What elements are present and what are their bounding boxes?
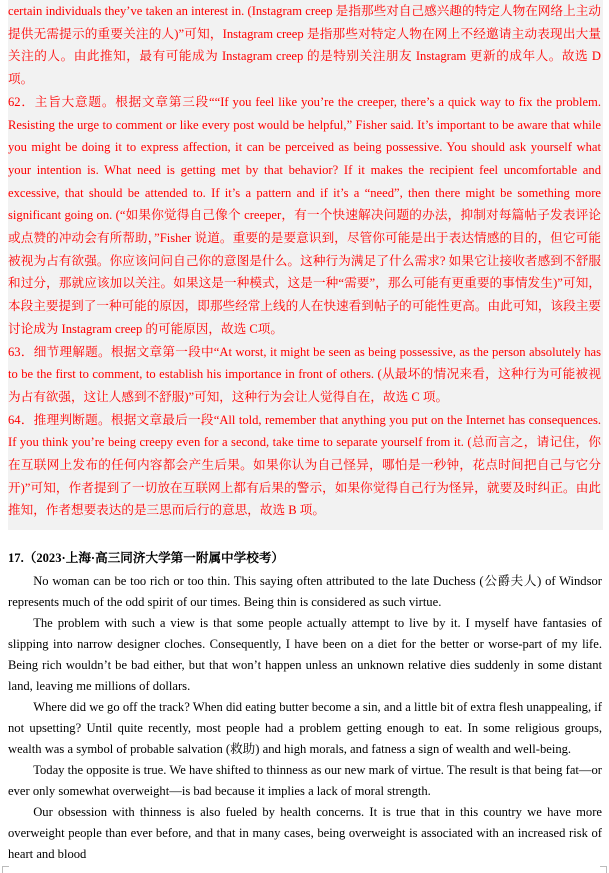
answer-64: 64．推理判断题。根据文章最后一段“All told, remember that anything you put on the Internet has consequences. If you think you’re being creepy even for a second, take time to separate yourself from it. (总而言之，请记住，你在互联网上发布的任何内容都会产生后果。如果你认为自己怪异，哪怕是一秒钟，花点时间把自己与它分开)”可知，作者提到了一切放在互联网上都有后果的警示，如果你觉得自己行为怪异，就要及时纠正。由此推知，作者想要表达的是三思而后行的意思，故选 B 项。 xyxy=(8,412,601,518)
passage-paragraph: No woman can be too rich or too thin. This saying often attributed to the late Duchess (公爵夫人) of Windsor represents much of the odd spirit of our times. Being thin is considered as such virtue. xyxy=(8,574,602,610)
page-corner-mark-left xyxy=(2,866,9,873)
passage-paragraph: Our obsession with thinness is also fueled by health concerns. It is true that in this country we have more overweight people than ever before, and that in many cases, being overweight is associated with an increased risk of heart and blood xyxy=(8,805,602,862)
answer-62: 62．主旨大意题。根据文章第三段““If you feel like you’re the creeper, there’s a quick way to fix the problem. Resisting the urge to comment or like every post would be helpful,” Fisher said. It’s important to be aware that while you might be doing it to express affection, it can be perceived as being possessive. You should ask yourself what your intention is. What need is getting met by that behavior? If it makes the recipient feel uncomfortable and excessive, that should be attended to. If it’s a pattern and if it’s a “need”, then there might be something more significant going on. (“如果你觉得自己像个 creeper，有一个快速解决问题的办法，抑制对每篇帖子发表评论或点赞的冲动会有所帮助，”Fisher 说道。重要的是要意识到，尽管你可能是出于表达情感的目的，但它可能被视为占有欲强。你应该问问自己你的意图是什么。这种行为满足了什么需求? 如果它让接收者感到不舒服和过分，那就应该加以关注。如果这是一种模式，这是一种“需要”，那么可能有更重要的事情发生)”可知，本段主要提到了一种可能的原因，即那些经常上线的人在快速看到帖子的可能性更高。由此可知，该段主要讨论成为 Instagram creep 的可能原因，故选 C项。 xyxy=(8,94,601,336)
question-heading: 17.（2023·上海·高三同济大学第一附属中学校考） xyxy=(8,551,285,566)
passage-paragraph: Today the opposite is true. We have shifted to thinness as our new mark of virtue. The result is that being fat—or ever only somewhat overweight—is bad because it implies a lack of moral strength. xyxy=(8,763,602,799)
passage-paragraph: The problem with such a view is that some people actually attempt to live by it. I myself have fantasies of slipping into narrow designer cloches. Consequently, I have been on a diet for the better or worse-part of my life. Being rich wouldn’t be bad either, but that won’t happen unless an unknown relative dies suddenly in some distant land, leaving me millions of dollars. xyxy=(8,616,602,694)
passage-paragraph: Where did we go off the track? When did eating butter become a sin, and a little bit of extra flesh unappealing, if not upsetting? Until quite recently, most people had a problem getting enough to eat. In some religious groups, wealth was a symbol of probable salvation (救助) and high morals, and fatness a sign of wealth and well-being. xyxy=(8,700,602,757)
reading-passage xyxy=(8,548,602,865)
answer-explanation-box xyxy=(8,0,603,530)
page-corner-marks xyxy=(0,867,609,873)
answer-61-continuation: certain individuals they’ve taken an interest in. (Instagram creep 是指那些对自己感兴趣的特定人物在网络上主动提供无需提示的重要关注的人)”可知，Instagram creep 是指那些对特定人物在网上不经邀请主动表现出大量关注的人。由此推知，最有可能成为 Instagram creep 的是特别关注朋友 Instagram 更新的成年人。故选 D 项。 xyxy=(8,4,601,87)
page-corner-mark-right xyxy=(600,866,607,873)
answer-63: 63．细节理解题。根据文章第一段中“At worst, it might be seen as being possessive, as the person absolutely has to be the first to comment, to establish his importance in front of others. (从最坏的情况来看，这种行为可能被视为占有欲强，这让人感到不舒服)”可知，这种行为会让人觉得自在，故选 C 项。 xyxy=(8,344,601,404)
